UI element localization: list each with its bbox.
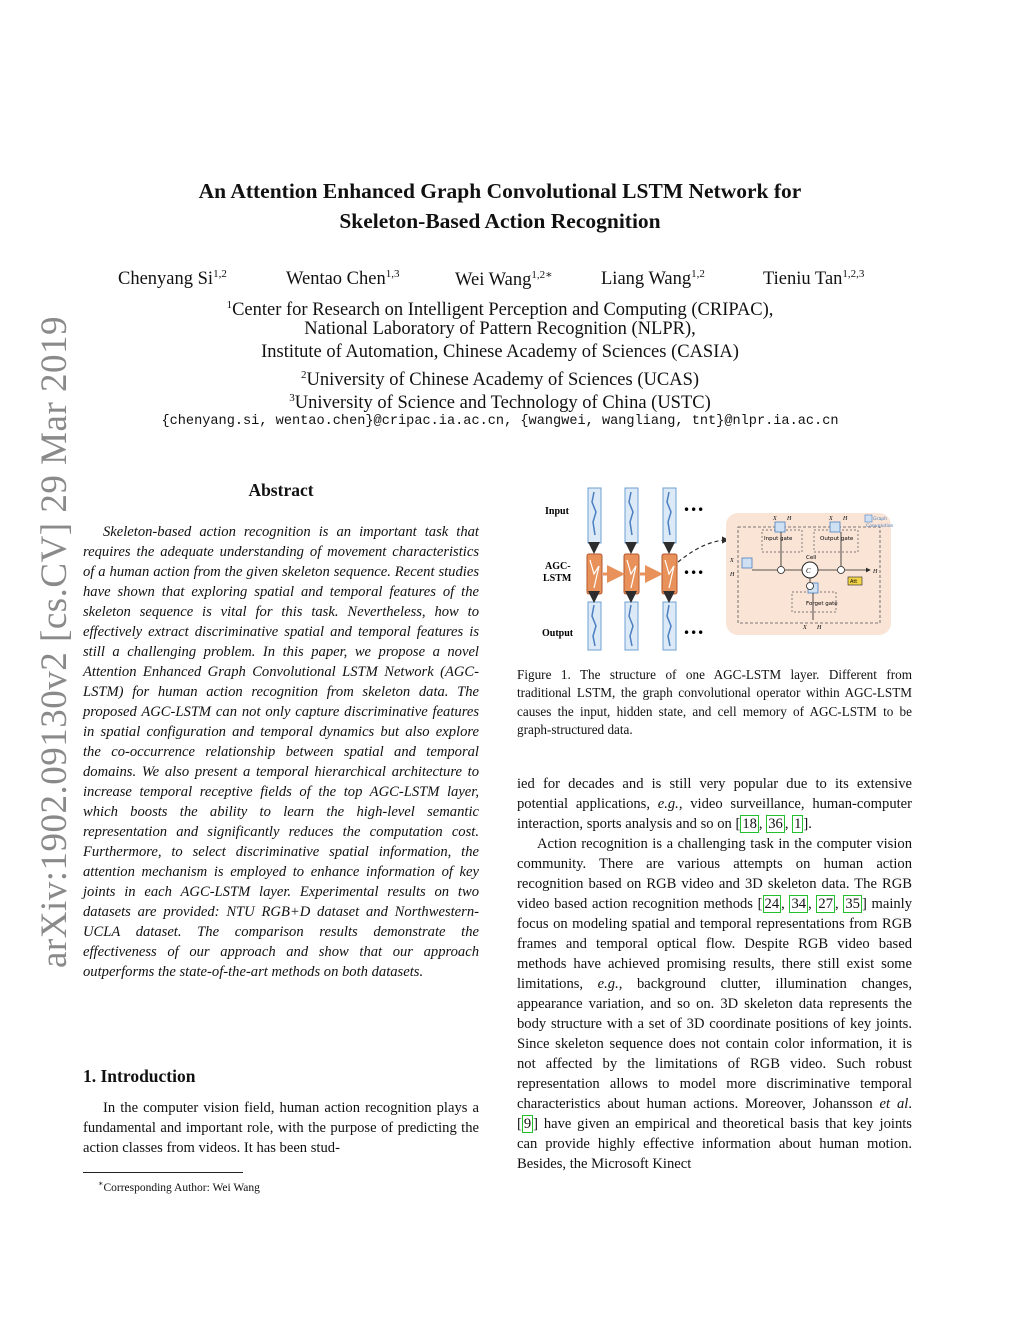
author: Liang Wang$^{1,2}$ — [601, 268, 705, 290]
author: Tieniu Tan$^{1,2,3}$ — [763, 268, 865, 290]
figure-1 — [530, 480, 908, 656]
title-line-1: An Attention Enhanced Graph Convolutional LSTM Network for — [198, 179, 802, 203]
ellipsis: ••• — [683, 503, 705, 517]
paper-title — [0, 176, 1000, 236]
legend-swatch — [865, 515, 872, 522]
graph-conv-block — [742, 558, 752, 568]
input-x-label: X — [730, 558, 734, 564]
intro-body — [83, 1098, 479, 1158]
paragraph: Action recognition is a challenging task in the computer vision community. There are various attempts on human action recognition based on RGB video and 3D skeleton data. The RGB video based action recognition methods [ 24 , 34 , 27 , 35 ] mainly focus on modeling spatial and temporal representations from RGB frames and temporal optical flow. Despite RGB video based methods have achieved promising results, there still exist some limitations, e.g., background clutter, illumination changes, appearance variation, and so on. 3D skeleton data represents the body structure with a set of 3D coordinate positions of key joints. Since skeleton sequence does not contain color information, it is not affected by the limitations of RGB video. Such robust representation allows to model more discriminative temporal characteristics about human actions. Moreover, Johansson et al. [ 9 ] have given an empirical and theoretical basis that key joints can provide highly effective information about human motion. Besides, the Microsoft Kinect — [517, 836, 913, 1172]
legend-graph: Graph — [873, 517, 888, 522]
forget-gate-label: Forget gate — [806, 601, 838, 607]
figure-caption: Figure 1. The structure of one AGC-LSTM layer. Different from traditional LSTM, the graph convolutional operator within AGC-LSTM causes the input, hidden state, and cell memory of AGC-LSTM to be graph-structured data. — [517, 667, 912, 738]
multiply-node — [807, 583, 814, 590]
intro-text: In the computer vision field, human action recognition plays a fundamental and important role, with the purpose of predicting the action classes from videos. It has been stud- — [83, 1100, 479, 1156]
affiliation: Institute of Automation, Chinese Academy of Sciences (CASIA) — [261, 342, 739, 362]
citation-link[interactable]: 1 — [794, 816, 802, 832]
hidden-prev-label: H — [843, 516, 848, 522]
title-line-2: Skeleton-Based Action Recognition — [339, 209, 661, 233]
hidden-out-label: H — [873, 569, 878, 575]
label-agc: AGC- — [545, 561, 571, 572]
hidden-prev-label: H — [787, 516, 792, 522]
affiliation: $^3$University of Science and Technology of China (USTC) — [289, 392, 711, 414]
abstract-body — [83, 522, 479, 982]
hidden-prev-label: H — [817, 625, 822, 631]
citation-link[interactable]: 18 — [742, 816, 757, 832]
agc-lstm-diagram — [530, 480, 908, 656]
input-x-label: X — [803, 625, 807, 631]
label-input: Input — [545, 506, 569, 517]
author: Chenyang Si$^{1,2}$ — [118, 268, 227, 290]
author: Wei Wang$^{1,2∗}$ — [455, 269, 553, 291]
ellipsis: ••• — [683, 626, 705, 640]
abstract-text: Skeleton-based action recognition is an important task that requires the adequate understanding of movement characteristics of a human action from the given skeleton sequence. Recent studies have shown that exploring spatial and temporal features of the skeleton sequence is vital for this task. Nevertheless, how to effectively extract discriminative spatial and temporal features is still a challenging problem. In this paper, we propose a novel Attention Enhanced Graph Convolutional LSTM Network (AGC-LSTM) for human action recognition from skeleton data. The proposed AGC-LSTM can not only capture discriminative features in spatial configuration and temporal dynamics but also explore the co-occurrence relationship between spatial and temporal domains. We also present a temporal hierarchical architecture to increase temporal receptive fields of the top AGC-LSTM layer, which boosts the ability to learn the high-level semantic representation and significantly reduces the computation cost. Furthermore, to select discriminative spatial information, the attention mechanism is employed to enhance information of key joints in each AGC-LSTM layer. Experimental results on two datasets are provided: NTU RGB+D dataset and Northwestern-UCLA dataset. The comparison results demonstrate the effectiveness of our approach and show that our approach outperforms the state-of-the-art methods on both datasets. — [83, 524, 479, 980]
graph-conv-block — [775, 522, 785, 532]
hidden-prev-label: H — [730, 572, 735, 578]
affiliation: $^1$Center for Research on Intelligent Perception and Computing (CRIPAC), — [226, 299, 774, 321]
arxiv-stamp: arXiv:1902.09130v2 [cs.CV] 29 Mar 2019 — [34, 315, 75, 969]
author-list — [110, 268, 900, 294]
column-1 — [587, 488, 602, 650]
input-gate-label: Input gate — [764, 536, 793, 542]
cell-label: Cell — [806, 555, 817, 561]
footnote: ∗Corresponding Author: Wei Wang — [98, 1179, 260, 1194]
citation-link[interactable]: 24 — [764, 896, 780, 912]
multiply-node — [838, 567, 845, 574]
label-lstm: LSTM — [543, 573, 572, 584]
multiply-node — [778, 567, 785, 574]
author: Wentao Chen$^{1,3}$ — [286, 268, 400, 290]
graph-conv-block — [830, 522, 840, 532]
attention-label: Att — [850, 579, 858, 585]
citation-link[interactable]: 36 — [768, 816, 783, 832]
citation-link[interactable]: 35 — [845, 896, 860, 912]
author-emails: {chenyang.si, wentao.chen}@cripac.ia.ac.cn, {wangwei, wangliang, tnt}@nlpr.ia.ac.cn — [161, 414, 839, 429]
column-2 — [624, 488, 639, 650]
column-3 — [662, 488, 677, 650]
citation-link[interactable]: 27 — [818, 896, 833, 912]
footnote-divider — [83, 1172, 243, 1173]
label-output: Output — [542, 628, 574, 639]
affiliation: National Laboratory of Pattern Recognition (NLPR), — [304, 319, 696, 339]
zoom-connector — [678, 540, 728, 562]
citation-link[interactable]: 34 — [791, 896, 807, 912]
cell-detail-panel — [726, 513, 894, 635]
legend-convolution: Convolution — [866, 524, 894, 529]
input-x-label: X — [829, 516, 833, 522]
input-x-label: X — [773, 516, 777, 522]
right-column-body — [517, 774, 912, 1174]
ellipsis: ••• — [683, 566, 705, 580]
abstract-heading: Abstract — [248, 480, 314, 500]
affiliation: $^2$University of Chinese Academy of Sciences (UCAS) — [300, 369, 700, 391]
section-heading-introduction: 1. Introduction — [83, 1066, 196, 1086]
output-gate-label: Output gate — [820, 536, 854, 542]
cell-state-symbol: C — [806, 567, 811, 575]
citation-link[interactable]: 9 — [523, 1116, 532, 1132]
paragraph: ied for decades and is still very popular due to its extensive potential applications, e.g., video surveillance, human-computer interaction, sports analysis and so on [ 18 , 36 , 1 ]. — [517, 776, 913, 832]
